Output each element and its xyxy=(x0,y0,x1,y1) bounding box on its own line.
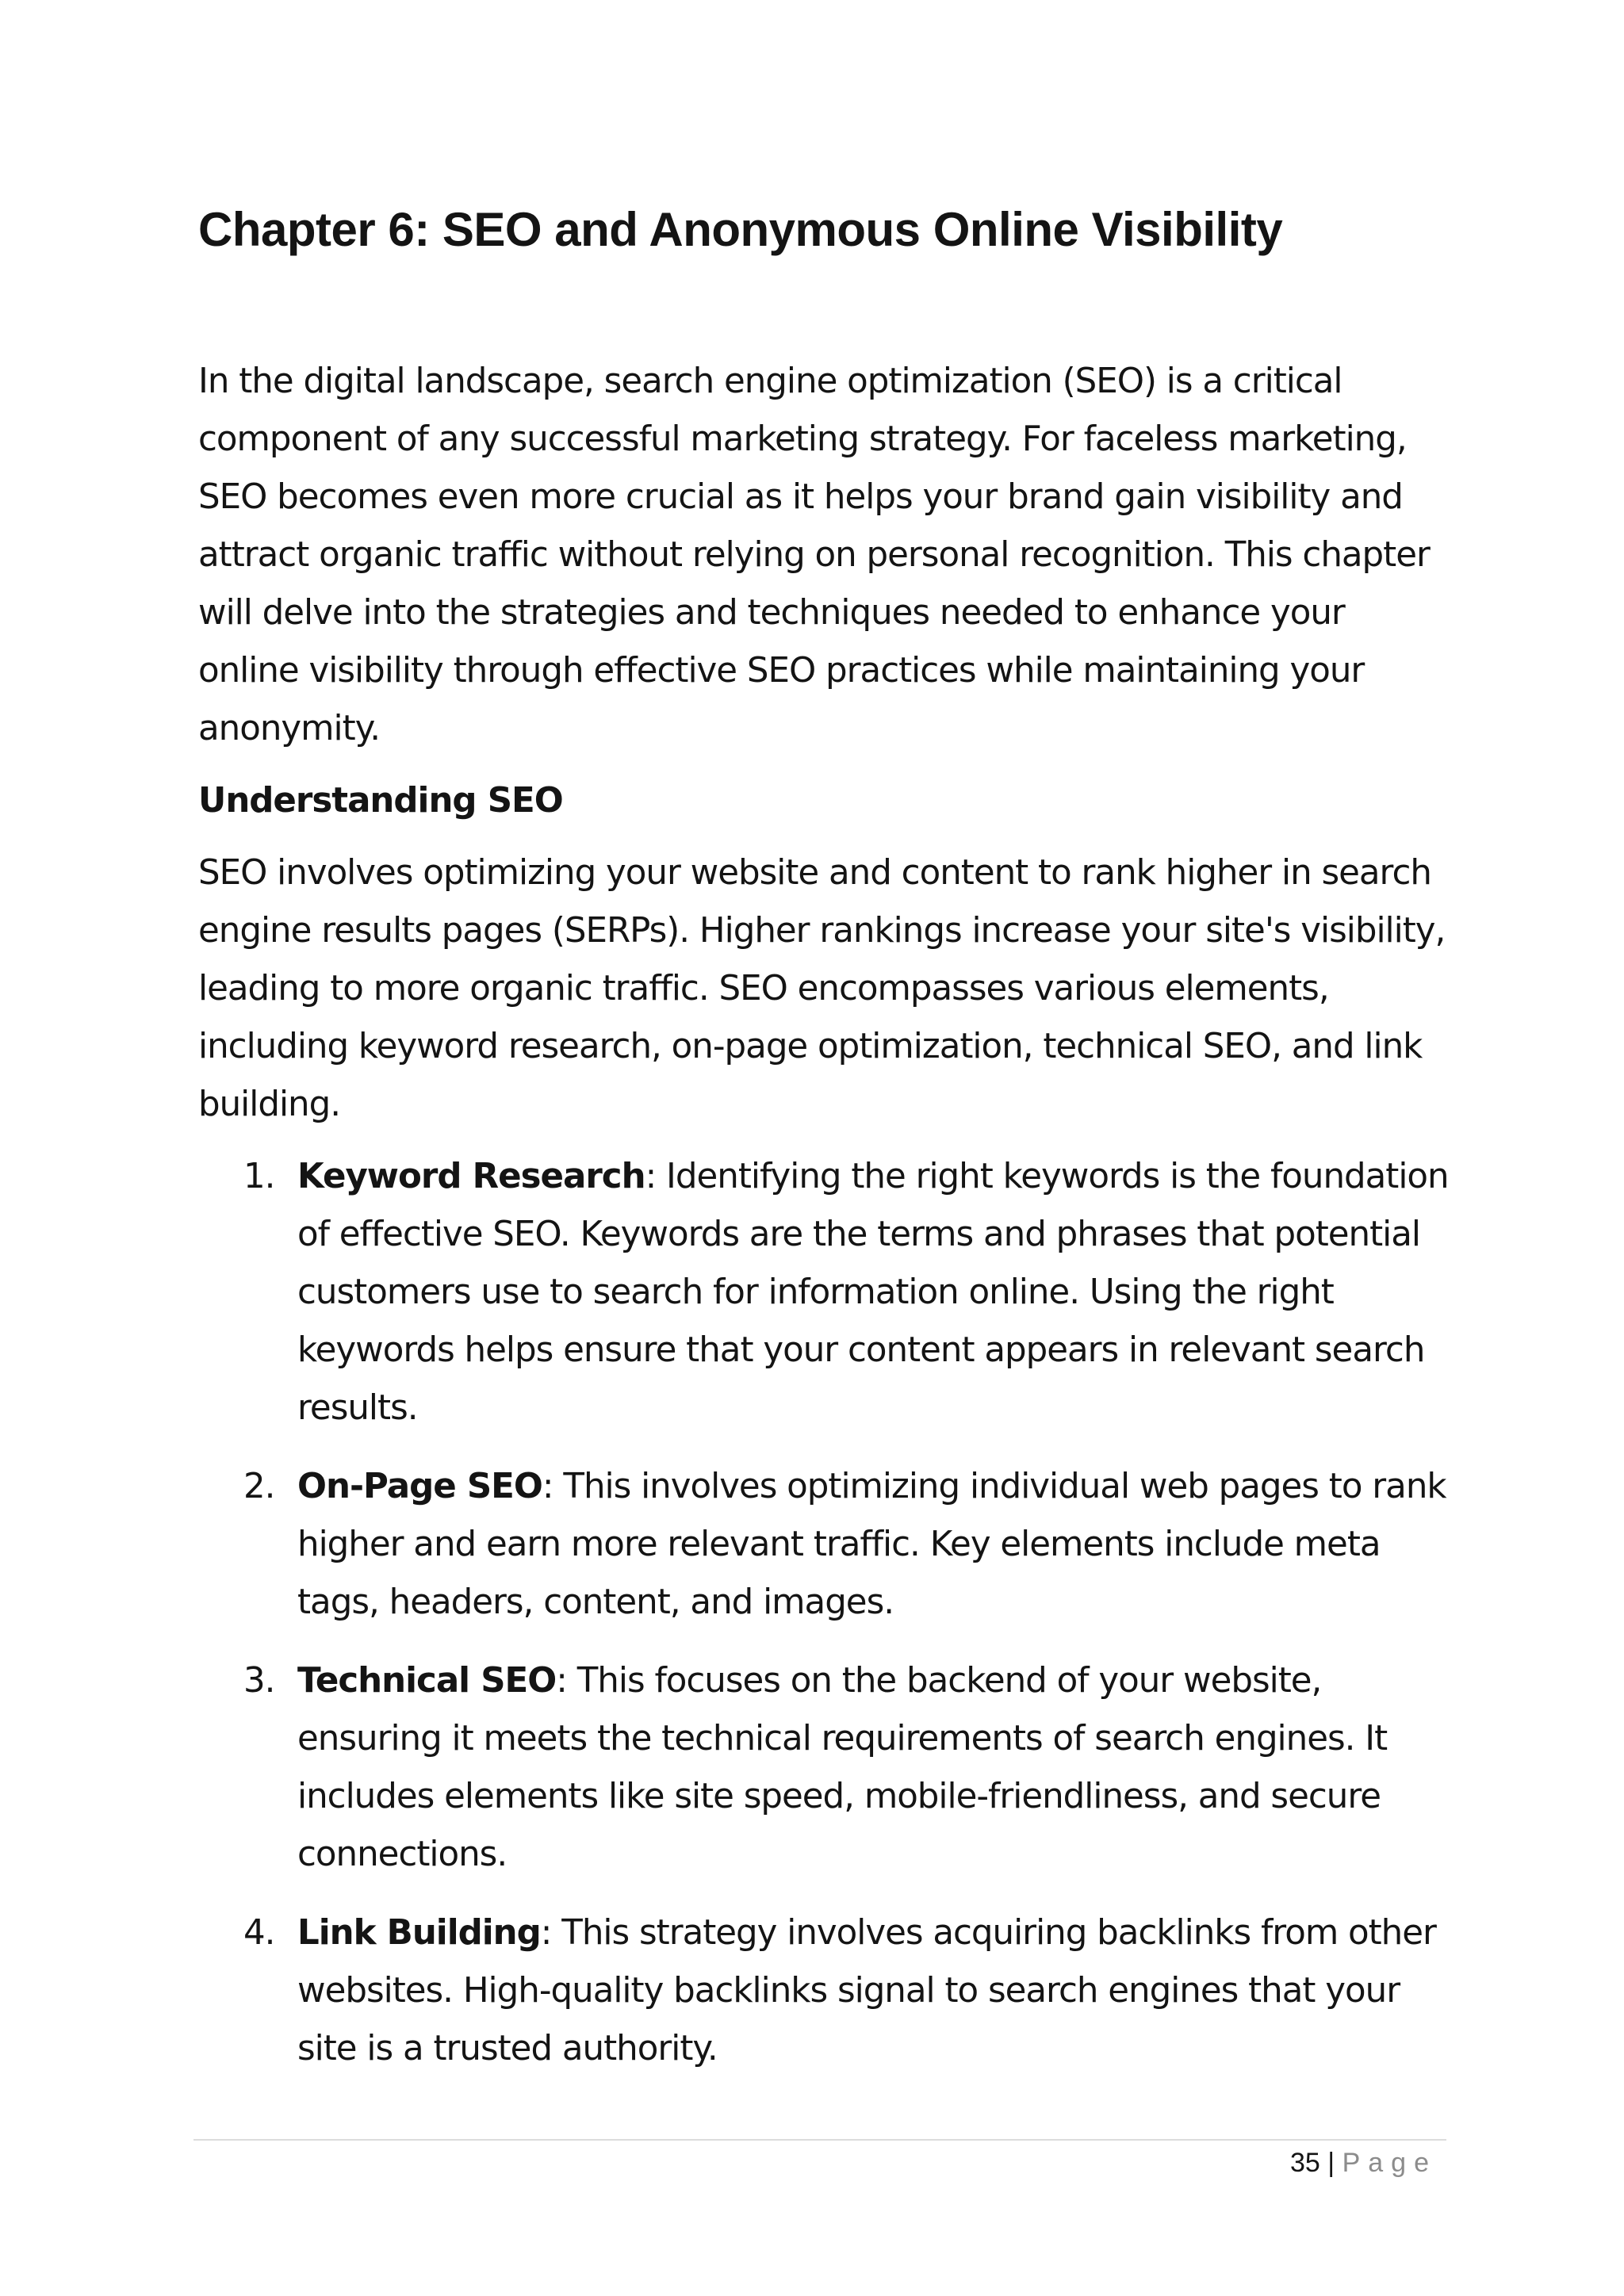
list-item-term: Link Building xyxy=(297,1913,541,1953)
list-item-term: On-Page SEO xyxy=(297,1467,542,1506)
list-item-number: 3. xyxy=(243,1661,275,1701)
list-item xyxy=(198,1148,1451,1437)
list-item xyxy=(198,1652,1451,1884)
footer-divider xyxy=(193,2139,1446,2141)
seo-elements-list xyxy=(198,1148,1451,2078)
list-item-number: 2. xyxy=(243,1467,275,1506)
document-body xyxy=(198,353,1451,2099)
page-number: 35 xyxy=(1290,2148,1320,2178)
list-item-text: : This involves optimizing individual web pages to rank higher and earn more relevant traffic. Key elements include meta tags, headers, content, and images. xyxy=(297,1467,1446,1622)
page-footer xyxy=(1290,2147,1437,2179)
list-item-text: : This strategy involves acquiring backlinks from other websites. High-quality backlinks signal to search engines that your site is a trusted authority. xyxy=(297,1913,1436,2068)
intro-paragraph: In the digital landscape, search engine optimization (SEO) is a critical component of any successful marketing strategy. For faceless marketing, SEO becomes even more crucial as it helps your brand gain visibility and attract organic traffic without relying on personal recognition. This chapter will delve into the strategies and techniques needed to enhance your online visibility through effective SEO practices while maintaining your anonymity. xyxy=(198,362,1430,748)
page-separator: | xyxy=(1327,2148,1335,2178)
chapter-title: Chapter 6: SEO and Anonymous Online Visibility xyxy=(198,203,1283,256)
list-item-number: 4. xyxy=(243,1913,275,1953)
list-item-number: 1. xyxy=(243,1157,275,1196)
section-heading: Understanding SEO xyxy=(198,781,563,821)
list-item-term: Keyword Research xyxy=(297,1157,645,1196)
list-item-term: Technical SEO xyxy=(297,1661,557,1701)
page-label: Page xyxy=(1342,2148,1437,2178)
list-item-text: : Identifying the right keywords is the foundation of effective SEO. Keywords are the terms and phrases that potential customers use to search for information online. Using the right keywords helps ensure that your content appears in relevant search results. xyxy=(297,1157,1449,1428)
section-paragraph: SEO involves optimizing your website and content to rank higher in search engine results pages (SERPs). Higher rankings increase your site's visibility, leading to more organic traffic. SEO encompasses various elements, including keyword research, on-page optimization, technical SEO, and link building. xyxy=(198,853,1446,1124)
list-item xyxy=(198,1458,1451,1632)
list-item-text: : This focuses on the backend of your website, ensuring it meets the technical requirements of search engines. It includes elements like site speed, mobile-friendliness, and secure connections. xyxy=(297,1661,1388,1874)
list-item xyxy=(198,1904,1451,2078)
